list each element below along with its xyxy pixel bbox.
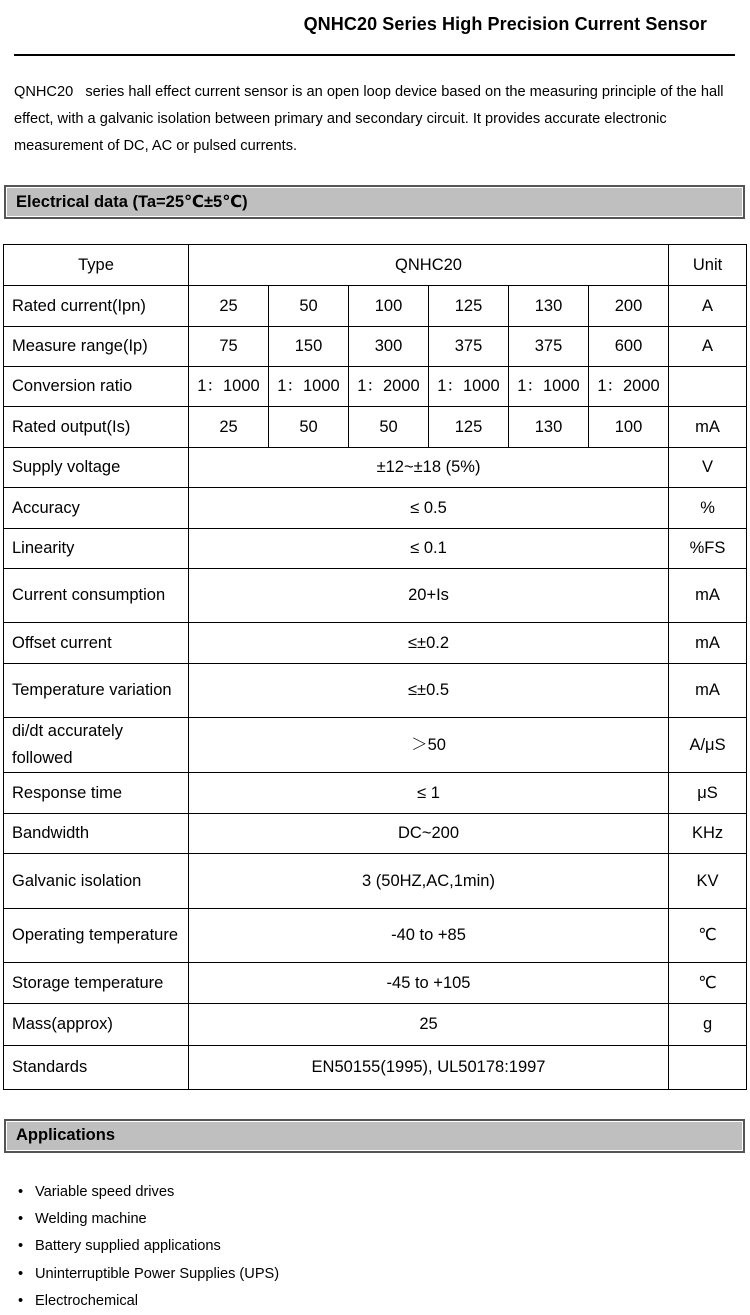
table-row: [4, 664, 747, 718]
row-value: 50: [269, 407, 349, 448]
row-value: 1：1000: [269, 367, 349, 407]
table-row: [4, 963, 747, 1004]
row-value: 75: [189, 327, 269, 367]
row-label: Conversion ratio: [4, 367, 189, 407]
row-label: Accuracy: [4, 488, 189, 529]
row-unit: KHz: [669, 814, 747, 854]
list-item: • Uninterruptible Power Supplies (UPS): [18, 1261, 279, 1288]
row-value: 130: [509, 286, 589, 327]
row-label: Measure range(Ip): [4, 327, 189, 367]
row-value: ≤ 0.1: [189, 529, 669, 569]
row-unit: ℃: [669, 963, 747, 1004]
row-unit: %FS: [669, 529, 747, 569]
row-label: Rated output(Is): [4, 407, 189, 448]
table-row: [4, 814, 747, 854]
table-row: [4, 773, 747, 814]
row-value: 25: [189, 286, 269, 327]
row-value: 3 (50HZ,AC,1min): [189, 854, 669, 909]
row-value: 50: [269, 286, 349, 327]
electrical-data-table: [3, 244, 747, 1090]
row-unit: [669, 1046, 747, 1090]
table-row: [4, 448, 747, 488]
row-unit: A: [669, 327, 747, 367]
row-unit: KV: [669, 854, 747, 909]
row-value: 50: [349, 407, 429, 448]
row-value: ≤ 0.5: [189, 488, 669, 529]
row-unit: mA: [669, 569, 747, 623]
list-item: • Electrochemical: [18, 1288, 279, 1315]
row-unit: mA: [669, 407, 747, 448]
row-value: -45 to +105: [189, 963, 669, 1004]
row-label: Bandwidth: [4, 814, 189, 854]
row-unit: A: [669, 286, 747, 327]
page-title: QNHC20 Series High Precision Current Sensor: [303, 14, 707, 34]
row-unit: [669, 367, 747, 407]
row-value: 200: [589, 286, 669, 327]
row-value: 125: [429, 407, 509, 448]
row-value: 25: [189, 1004, 669, 1046]
intro-paragraph: QNHC20 series hall effect current sensor is an open loop device based on the measuring principle of the hall effect, with a galvanic isolation between primary and secondary circuit. It provides accurate electronic measurement of DC, AC or pulsed currents.: [14, 84, 724, 154]
row-label: Linearity: [4, 529, 189, 569]
table-row: [4, 1046, 747, 1090]
table-row: [4, 327, 747, 367]
row-value: ＞50: [189, 718, 669, 773]
row-label: Offset current: [4, 623, 189, 664]
row-value: ≤±0.2: [189, 623, 669, 664]
table-header-row: [4, 245, 747, 286]
row-unit: V: [669, 448, 747, 488]
row-value: 1：1000: [509, 367, 589, 407]
row-label: Supply voltage: [4, 448, 189, 488]
row-label: di/dt accurately followed: [4, 718, 189, 773]
row-label: Mass(approx): [4, 1004, 189, 1046]
row-value: 125: [429, 286, 509, 327]
row-value: 375: [509, 327, 589, 367]
table-row: [4, 909, 747, 963]
row-value: EN50155(1995), UL50178:1997: [189, 1046, 669, 1090]
list-item: • Welding machine: [18, 1206, 279, 1233]
row-label: Galvanic isolation: [4, 854, 189, 909]
table-row: [4, 367, 747, 407]
row-unit: g: [669, 1004, 747, 1046]
list-item: • Battery supplied applications: [18, 1233, 279, 1260]
row-value: 1：1000: [429, 367, 509, 407]
row-value: 100: [349, 286, 429, 327]
row-unit: mA: [669, 623, 747, 664]
type-label: Type: [4, 245, 189, 286]
row-value: 1：2000: [589, 367, 669, 407]
table-row: [4, 854, 747, 909]
row-label: Standards: [4, 1046, 189, 1090]
row-value: 1：1000: [189, 367, 269, 407]
table-row: [4, 529, 747, 569]
row-label: Operating temperature: [4, 909, 189, 963]
row-label: Rated current(Ipn): [4, 286, 189, 327]
table-row: [4, 488, 747, 529]
list-item: • Variable speed drives: [18, 1179, 279, 1206]
row-unit: μS: [669, 773, 747, 814]
row-value: 1：2000: [349, 367, 429, 407]
table-row: [4, 1004, 747, 1046]
row-value: DC~200: [189, 814, 669, 854]
row-unit: mA: [669, 664, 747, 718]
table-row: [4, 569, 747, 623]
row-value: ±12~±18 (5%): [189, 448, 669, 488]
applications-header: [4, 1119, 745, 1153]
row-value: 100: [589, 407, 669, 448]
table-row: [4, 286, 747, 327]
table-row: [4, 718, 747, 773]
row-label: Response time: [4, 773, 189, 814]
row-value: 25: [189, 407, 269, 448]
row-label: Current consumption: [4, 569, 189, 623]
row-unit: ℃: [669, 909, 747, 963]
type-value: QNHC20: [189, 245, 669, 286]
row-value: 600: [589, 327, 669, 367]
row-unit: %: [669, 488, 747, 529]
electrical-data-heading: Electrical data (Ta=25℃±5℃): [16, 193, 248, 211]
applications-list: [18, 1179, 279, 1315]
row-value: 300: [349, 327, 429, 367]
row-label: Temperature variation: [4, 664, 189, 718]
unit-label: Unit: [669, 245, 747, 286]
row-value: ≤ 1: [189, 773, 669, 814]
row-label: Storage temperature: [4, 963, 189, 1004]
title-divider: [14, 54, 735, 56]
row-value: -40 to +85: [189, 909, 669, 963]
row-value: 375: [429, 327, 509, 367]
table-row: [4, 407, 747, 448]
row-value: 130: [509, 407, 589, 448]
electrical-data-header: [4, 185, 745, 219]
row-value: 20+Is: [189, 569, 669, 623]
row-unit: A/μS: [669, 718, 747, 773]
table-row: [4, 623, 747, 664]
row-value: 150: [269, 327, 349, 367]
applications-heading: Applications: [16, 1126, 116, 1144]
row-value: ≤±0.5: [189, 664, 669, 718]
